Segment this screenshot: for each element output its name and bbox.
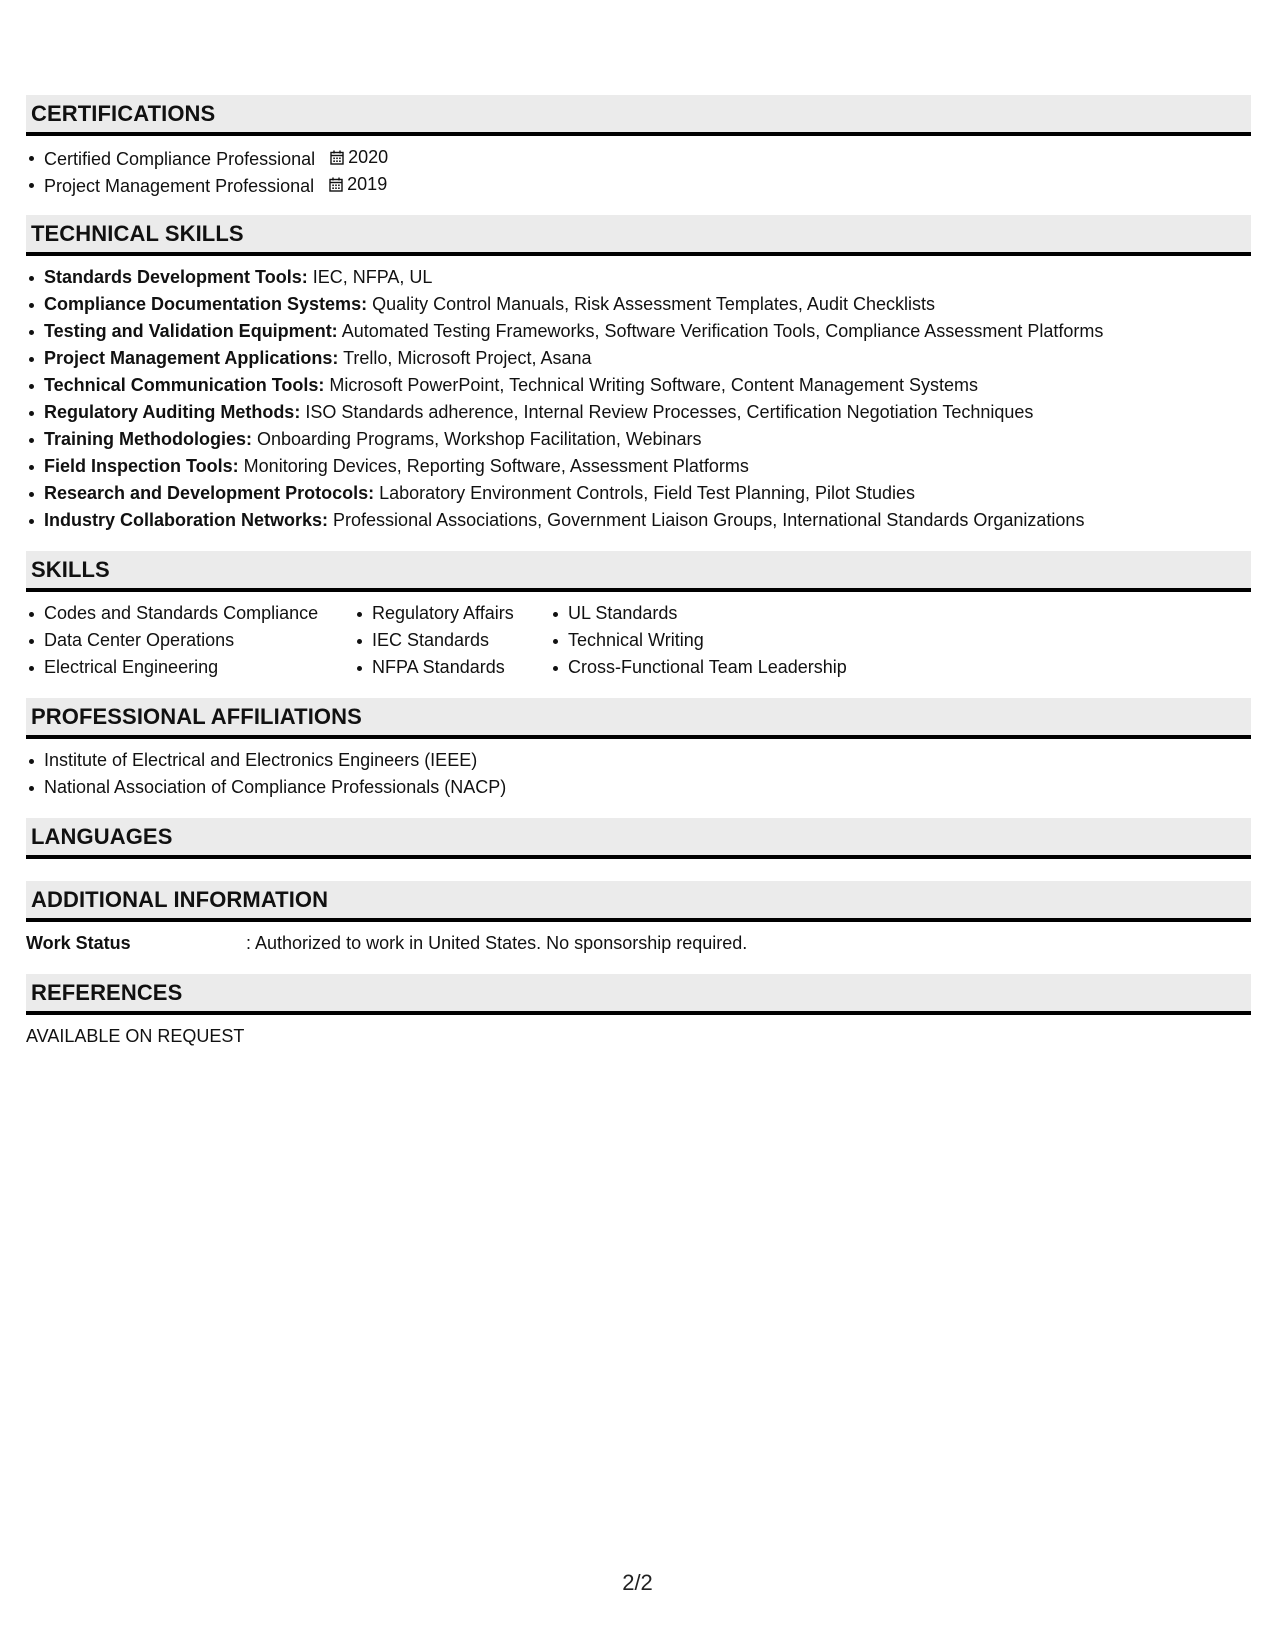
list-item: NFPA Standards	[354, 654, 550, 681]
additional-info-header	[26, 881, 1251, 922]
affiliations-header	[26, 698, 1251, 739]
list-item	[26, 264, 1251, 291]
list-item: National Association of Compliance Professionals (NACP)	[26, 774, 1251, 801]
certifications-list	[26, 144, 1251, 198]
list-item: Technical Writing	[550, 627, 870, 654]
skill-values: IEC, NFPA, UL	[307, 267, 433, 287]
skills-section	[26, 551, 1251, 681]
certification-name: Certified Compliance Professional	[44, 149, 316, 169]
list-item: Codes and Standards Compliance	[26, 600, 354, 627]
skill-category: Technical Communication Tools:	[44, 375, 325, 395]
skill-values: Microsoft PowerPoint, Technical Writing Software, Content Management Systems	[324, 375, 978, 395]
languages-header	[26, 818, 1251, 859]
list-item	[26, 480, 1251, 507]
additional-info-section	[26, 881, 1251, 957]
list-item	[26, 144, 1251, 171]
skills-column	[26, 600, 354, 681]
list-item: Data Center Operations	[26, 627, 354, 654]
list-item: Electrical Engineering	[26, 654, 354, 681]
technical-skills-section	[26, 215, 1251, 534]
skill-category: Industry Collaboration Networks:	[44, 510, 329, 530]
references-text: AVAILABLE ON REQUEST	[26, 1026, 245, 1046]
list-item: UL Standards	[550, 600, 870, 627]
references-header	[26, 974, 1251, 1015]
section-title: SKILLS	[31, 556, 110, 582]
list-item	[26, 453, 1251, 480]
list-item	[26, 291, 1251, 318]
skill-values: Quality Control Manuals, Risk Assessment Templates, Audit Checklists	[367, 294, 935, 314]
list-item	[26, 372, 1251, 399]
certifications-section	[26, 95, 1251, 198]
skill-values: Onboarding Programs, Workshop Facilitation, Webinars	[252, 429, 702, 449]
skill-category: Field Inspection Tools:	[44, 456, 239, 476]
resume-page	[26, 95, 1251, 1067]
skill-category: Training Methodologies:	[44, 429, 252, 449]
affiliations-list	[26, 747, 1251, 801]
list-item: Cross-Functional Team Leadership	[550, 654, 870, 681]
list-item	[26, 426, 1251, 453]
list-item: Institute of Electrical and Electronics Engineers (IEEE)	[26, 747, 1251, 774]
work-status-label: Work Status	[26, 933, 131, 953]
skills-grid	[26, 600, 1251, 681]
list-item	[26, 318, 1251, 345]
section-title: CERTIFICATIONS	[31, 100, 216, 126]
technical-skills-header	[26, 215, 1251, 256]
skill-values: Trello, Microsoft Project, Asana	[338, 348, 592, 368]
list-item	[26, 345, 1251, 372]
skill-category: Compliance Documentation Systems:	[44, 294, 368, 314]
references-section	[26, 974, 1251, 1050]
certification-date	[329, 171, 387, 198]
skill-category: Regulatory Auditing Methods:	[44, 402, 301, 422]
affiliations-section	[26, 698, 1251, 801]
certification-name: Project Management Professional	[44, 176, 315, 196]
certification-date	[330, 144, 388, 171]
section-title: REFERENCES	[31, 979, 183, 1005]
skill-category: Testing and Validation Equipment:	[44, 321, 338, 341]
skill-values: Laboratory Environment Controls, Field Test Planning, Pilot Studies	[374, 483, 916, 503]
work-status-row	[26, 930, 1251, 957]
skill-values: Monitoring Devices, Reporting Software, Assessment Platforms	[238, 456, 749, 476]
skills-column	[354, 600, 550, 681]
skill-values: Automated Testing Frameworks, Software Verification Tools, Compliance Assessment Platforms	[337, 321, 1104, 341]
calendar-icon	[329, 177, 343, 192]
skill-category: Research and Development Protocols:	[44, 483, 375, 503]
skills-header	[26, 551, 1251, 592]
technical-skills-list	[26, 264, 1251, 534]
section-title: LANGUAGES	[31, 823, 173, 849]
section-title: PROFESSIONAL AFFILIATIONS	[31, 703, 362, 729]
languages-section	[26, 818, 1251, 859]
skill-values: Professional Associations, Government Liaison Groups, International Standards Organizations	[328, 510, 1085, 530]
work-status-value: : Authorized to work in United States. No sponsorship required.	[246, 933, 748, 953]
list-item	[26, 171, 1251, 198]
list-item	[26, 399, 1251, 426]
skill-category: Project Management Applications:	[44, 348, 339, 368]
certification-year: 2019	[347, 174, 388, 194]
list-item: IEC Standards	[354, 627, 550, 654]
calendar-icon	[330, 150, 344, 165]
certifications-header	[26, 95, 1251, 136]
certification-year: 2020	[348, 147, 389, 167]
page-indicator: 2/2	[622, 1570, 653, 1595]
list-item: Regulatory Affairs	[354, 600, 550, 627]
section-title: ADDITIONAL INFORMATION	[31, 886, 329, 912]
skills-column	[550, 600, 870, 681]
skill-category: Standards Development Tools:	[44, 267, 308, 287]
section-title: TECHNICAL SKILLS	[31, 220, 244, 246]
skill-values: ISO Standards adherence, Internal Review Processes, Certification Negotiation Techniques	[300, 402, 1034, 422]
list-item	[26, 507, 1251, 534]
